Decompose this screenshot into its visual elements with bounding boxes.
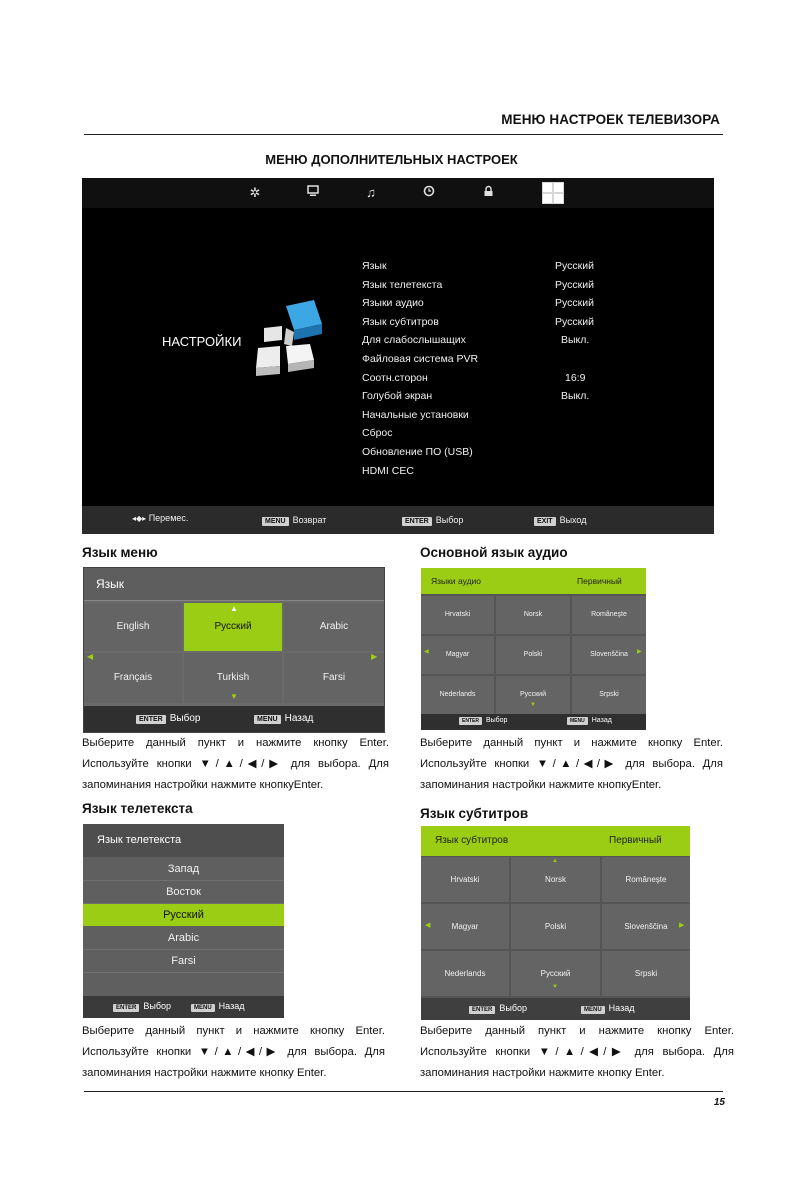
down-arrow-icon[interactable]: ▼ [530,702,536,708]
menu-item-software-update[interactable] [362,446,622,465]
teletext-heading: Язык телетекста [82,801,193,816]
lang-option-turkish[interactable]: Turkish [184,653,282,703]
section-subtitle-text: МЕНЮ ДОПОЛНИТЕЛЬНЫХ НАСТРОЕК [265,152,518,167]
audio-option-polski[interactable]: Polski [496,636,570,674]
grid-icon[interactable] [542,182,564,204]
audio-lang-panel [421,568,646,730]
lang-option-russian[interactable]: Русский [184,603,282,651]
back-hint-label: Назад [284,713,314,724]
enter-hint-label: Выбор [169,713,201,724]
clock-icon[interactable] [420,184,438,202]
menu-value: Русский [555,297,594,310]
tv-top-bar [82,178,714,208]
enter-key-icon: ENTER [469,1006,495,1014]
teletext-description: Выберите данный пункт и нажмите кнопку Enter. Используйте кнопки ▼/▲/◀/▶ для выбора. Для запоминания настройки нажмите кнопку Enter. [82,1025,385,1079]
teletext-panel [83,824,284,1018]
subtitle-lang-heading: Язык субтитров [420,806,529,821]
enter-key-icon: ENTER [402,517,432,526]
menu-key-icon: MENU [581,1006,605,1014]
exit-hint-label: Выход [559,515,587,525]
left-arrow-icon[interactable]: ◀ [424,649,429,655]
menu-item-audio-language[interactable] [362,297,622,316]
tv-footer-bar [82,506,714,534]
audio-option-magyar[interactable]: Magyar [421,636,494,674]
enter-hint-label: Выбор [143,1001,171,1011]
dpad-icon: ◂◆▸ [132,514,147,523]
subtitle-option-nederlands[interactable]: Nederlands [421,951,509,996]
down-arrow-icon[interactable]: ▼ [230,692,238,701]
music-note-icon[interactable]: ♫ [366,185,376,200]
menu-item-first-time-setup[interactable] [362,409,622,428]
menu-item-reset[interactable] [362,427,622,446]
teletext-option-west[interactable]: Запад [83,858,284,881]
audio-lang-heading: Основной язык аудио [420,545,568,560]
subtitle-option-polski[interactable]: Polski [511,904,600,949]
subtitle-option-slovenscina[interactable]: Slovenščina [602,904,690,949]
menu-label: Голубой экран [362,390,433,403]
lock-icon[interactable] [479,184,497,202]
subtitle-option-russian[interactable]: Русский [511,951,600,996]
menu-key-icon: MENU [262,517,289,526]
enter-key-icon: ENTER [136,715,166,724]
teletext-option-arabic[interactable]: Arabic [83,927,284,950]
menu-value: Русский [555,315,594,328]
menu-item-subtitle-language[interactable] [362,316,622,335]
menu-label: Язык [362,260,387,272]
menu-value: 16:9 [565,371,586,384]
tv-settings-screen [82,178,714,534]
lang-menu-title: Язык [84,568,384,601]
audio-lang-title: Языки аудио [431,576,482,586]
audio-option-romanian[interactable]: Româneşte [572,596,646,634]
menu-label: HDMI CEC [362,464,414,477]
menu-hint [262,515,326,526]
monitor-icon[interactable] [304,184,322,202]
menu-item-hdmi-cec[interactable] [362,465,622,484]
move-hint-label: Перемес. [148,513,189,523]
subtitle-option-magyar[interactable]: Magyar [421,904,509,949]
menu-item-teletext-language[interactable] [362,279,622,298]
subtitle-option-romanian[interactable]: Româneşte [602,857,690,902]
menu-label: Язык субтитров [362,315,439,328]
audio-lang-mode: Первичный [577,576,622,586]
enter-hint-label: Выбор [485,717,508,724]
menu-label: Сброс [362,427,393,440]
enter-hint [402,515,463,526]
lang-option-arabic[interactable]: Arabic [284,603,384,651]
enter-hint [136,713,200,724]
audio-option-slovenscina[interactable]: Slovenščina [572,636,646,674]
audio-option-nederlands[interactable]: Nederlands [421,676,494,714]
settings-section-label: НАСТРОЙКИ [162,334,242,349]
menu-label: Язык телетекста [362,278,443,291]
left-arrow-icon[interactable]: ◀ [425,922,431,929]
right-arrow-icon[interactable]: ▶ [679,922,685,929]
subtitle-option-srpski[interactable]: Srpski [602,951,690,996]
subtitle-lang-mode: Первичный [609,835,662,846]
page-number: 15 [713,1097,725,1108]
subtitle-lang-panel [421,826,690,1020]
down-arrow-icon[interactable]: ▼ [552,984,558,990]
back-hint-label: Назад [608,1003,635,1013]
lang-menu-footer [84,706,384,732]
lang-option-farsi[interactable]: Farsi [284,653,384,703]
move-hint [132,513,188,523]
back-hint [254,713,313,724]
lang-option-english[interactable]: English [84,603,182,651]
menu-item-blue-screen[interactable] [362,390,622,409]
enter-hint [469,1003,527,1014]
enter-key-icon: ENTER [113,1004,139,1012]
teletext-option-farsi[interactable]: Farsi [83,950,284,973]
back-hint-label: Назад [591,717,612,724]
subtitle-lang-footer [421,998,690,1020]
gear-icon[interactable]: ✲ [249,185,261,200]
teletext-title: Язык телетекста [83,824,284,857]
enter-key-icon: ENTER [459,717,482,725]
up-arrow-icon[interactable]: ▲ [230,604,238,613]
subtitle-option-hrvatski[interactable]: Hrvatski [421,857,509,902]
enter-hint-label: Выбор [435,515,464,525]
header-divider [84,134,723,135]
back-hint [581,1003,634,1014]
enter-hint [113,1001,171,1012]
menu-key-icon: MENU [191,1004,215,1012]
menu-item-aspect-ratio[interactable] [362,372,622,391]
menu-value: Выкл. [561,334,590,347]
subtitle-lang-description: Выберите данный пункт и нажмите кнопку Enter. Используйте кнопки ▼/▲/◀/▶ для выбора. Для запоминания настройки нажмите кнопку Enter. [420,1025,734,1079]
audio-option-srpski[interactable]: Srpski [572,676,646,714]
back-hint [567,717,612,725]
teletext-option-russian[interactable]: Русский [83,904,284,926]
up-arrow-icon[interactable]: ▲ [552,858,558,864]
audio-option-russian[interactable]: Русский [496,676,570,714]
subtitle-lang-header [421,826,690,856]
menu-hint-label: Возврат [292,515,327,525]
menu-label: Обновление ПО (USB) [362,446,473,458]
lang-menu-panel [83,567,385,733]
section-subtitle [0,152,808,167]
audio-lang-description: Выберите данный пункт и нажмите кнопку Enter. Используйте кнопки ▼/▲/◀/▶ для выбора. Для запоминания настройки нажмите кнопкуEnter. [420,737,723,791]
menu-item-hearing-impaired[interactable] [362,334,622,353]
lang-menu-heading: Язык меню [82,545,158,560]
menu-label: Языки аудио [362,297,424,310]
menu-value: Русский [555,260,594,272]
right-arrow-icon[interactable]: ▶ [371,652,378,661]
menu-key-icon: MENU [254,715,281,724]
right-arrow-icon[interactable]: ▶ [637,649,642,655]
menu-value: Выкл. [561,390,590,403]
enter-hint [459,717,507,725]
lang-option-french[interactable]: Français [84,653,182,703]
teletext-option-east[interactable]: Восток [83,881,284,904]
menu-label: Начальные установки [362,408,469,421]
menu-label: Файловая система PVR [362,353,479,365]
footer-divider [84,1091,723,1092]
back-hint-label: Назад [218,1001,245,1011]
audio-lang-footer [421,714,646,730]
audio-lang-header [421,568,646,594]
menu-item-pvr-file-system[interactable] [362,353,622,372]
menu-value: Русский [555,278,594,291]
audio-option-norsk[interactable]: Norsk [496,596,570,634]
back-hint [191,1001,244,1012]
menu-key-icon: MENU [567,717,588,725]
left-arrow-icon[interactable]: ◀ [87,652,94,661]
subtitle-lang-title: Язык субтитров [435,835,509,846]
page-header-title: МЕНЮ НАСТРОЕК ТЕЛЕВИЗОРА [501,112,720,127]
settings-cube-icon [252,298,334,380]
menu-item-language[interactable] [362,260,622,279]
enter-hint-label: Выбор [499,1003,527,1013]
teletext-footer [83,996,284,1018]
exit-hint [534,515,587,526]
audio-option-hrvatski[interactable]: Hrvatski [421,596,494,634]
menu-label: Соотн.сторон [362,371,428,384]
lang-menu-description: Выберите данный пункт и нажмите кнопку Enter. Используйте кнопки ▼/▲/◀/▶ для выбора. Для запоминания настройки нажмите кнопкуEnter. [82,737,389,791]
exit-key-icon: EXIT [534,517,556,526]
menu-label: Для слабослышащих [362,334,466,347]
subtitle-option-norsk[interactable]: Norsk [511,857,600,902]
